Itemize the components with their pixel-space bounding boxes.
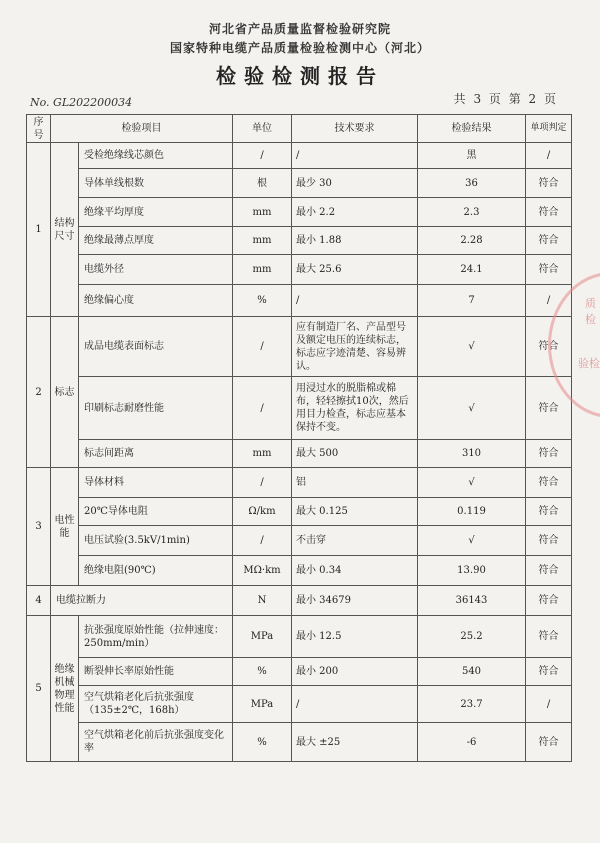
group-name: 结构尺寸 xyxy=(51,143,79,317)
seal-text-top: 质检 xyxy=(585,297,596,326)
report-title: 检验检测报告 xyxy=(216,64,384,88)
verdict: / xyxy=(526,285,572,317)
unit: N xyxy=(233,586,292,616)
unit: % xyxy=(233,285,292,317)
requirement: 最大 500 xyxy=(292,440,418,468)
unit: Ω/km xyxy=(233,498,292,526)
group-no: 1 xyxy=(27,143,51,317)
table-header-row xyxy=(27,115,572,143)
seal-text-bottom: 验检 xyxy=(578,357,600,370)
unit: / xyxy=(233,526,292,556)
result: 310 xyxy=(418,440,526,468)
group-no: 5 xyxy=(27,616,51,762)
result: 2.3 xyxy=(418,198,526,227)
table-row xyxy=(27,285,572,317)
item-name: 绝缘电阻(90℃) xyxy=(79,556,233,586)
verdict: 符合 xyxy=(526,440,572,468)
item-name: 导体单线根数 xyxy=(79,169,233,198)
item-name: 绝缘平均厚度 xyxy=(79,198,233,227)
unit: / xyxy=(233,143,292,169)
verdict: 符合 xyxy=(526,255,572,285)
requirement: / xyxy=(292,143,418,169)
unit: / xyxy=(233,468,292,498)
unit: mm xyxy=(233,440,292,468)
unit: mm xyxy=(233,198,292,227)
result: 黑 xyxy=(418,143,526,169)
table-row xyxy=(27,317,572,377)
table-row xyxy=(27,686,572,723)
verdict: 符合 xyxy=(526,723,572,762)
table-row xyxy=(27,658,572,686)
requirement: 最小 34679 xyxy=(292,586,418,616)
result: 7 xyxy=(418,285,526,317)
verdict: / xyxy=(526,686,572,723)
table-row xyxy=(27,440,572,468)
col-header-no: 序号 xyxy=(27,115,51,143)
result: 13.90 xyxy=(418,556,526,586)
verdict: 符合 xyxy=(526,317,572,377)
requirement: 最大 ±25 xyxy=(292,723,418,762)
unit: % xyxy=(233,658,292,686)
unit: MPa xyxy=(233,616,292,658)
requirement: 最少 30 xyxy=(292,169,418,198)
group-no: 3 xyxy=(27,468,51,586)
requirement: 最小 12.5 xyxy=(292,616,418,658)
group-no: 2 xyxy=(27,317,51,468)
result: 2.28 xyxy=(418,227,526,255)
center-name: 国家特种电缆产品质量检验检测中心（河北） xyxy=(169,41,430,55)
table-row xyxy=(27,468,572,498)
item-name: 抗张强度原始性能（拉伸速度：250mm/min） xyxy=(79,616,233,658)
table-row xyxy=(27,143,572,169)
col-header-result: 检验结果 xyxy=(418,115,526,143)
result: 36 xyxy=(418,169,526,198)
inspection-table xyxy=(26,114,572,762)
result: 0.119 xyxy=(418,498,526,526)
requirement: 最大 0.125 xyxy=(292,498,418,526)
item-name: 电压试验(3.5kV/1min) xyxy=(79,526,233,556)
group-name: 电缆拉断力 xyxy=(51,586,233,616)
result: √ xyxy=(418,377,526,440)
requirement: 最小 0.34 xyxy=(292,556,418,586)
item-name: 空气烘箱老化前后抗张强度变化率 xyxy=(79,723,233,762)
verdict: 符合 xyxy=(526,556,572,586)
requirement: / xyxy=(292,686,418,723)
report-number: No. GL202200034 xyxy=(30,96,133,109)
item-name: 断裂伸长率原始性能 xyxy=(79,658,233,686)
result: -6 xyxy=(418,723,526,762)
unit: MPa xyxy=(233,686,292,723)
verdict: 符合 xyxy=(526,526,572,556)
item-name: 印刷标志耐磨性能 xyxy=(79,377,233,440)
item-name: 绝缘最薄点厚度 xyxy=(79,227,233,255)
unit: mm xyxy=(233,227,292,255)
item-name: 受检绝缘线芯颜色 xyxy=(79,143,233,169)
item-name: 成品电缆表面标志 xyxy=(79,317,233,377)
col-header-unit: 单位 xyxy=(233,115,292,143)
requirement: 最小 200 xyxy=(292,658,418,686)
verdict: 符合 xyxy=(526,169,572,198)
unit: 根 xyxy=(233,169,292,198)
unit: mm xyxy=(233,255,292,285)
table-row xyxy=(27,498,572,526)
table-row xyxy=(27,526,572,556)
item-name: 绝缘偏心度 xyxy=(79,285,233,317)
requirement: / xyxy=(292,285,418,317)
verdict: 符合 xyxy=(526,198,572,227)
requirement: 用浸过水的脱脂棉或棉布，轻轻擦拭10次，然后用目力检查，标志应基本保持不变。 xyxy=(292,377,418,440)
col-header-verdict: 单项判定 xyxy=(526,115,572,143)
result: √ xyxy=(418,317,526,377)
unit: / xyxy=(233,317,292,377)
col-header-requirement: 技术要求 xyxy=(292,115,418,143)
requirement: 最小 1.88 xyxy=(292,227,418,255)
table-row xyxy=(27,616,572,658)
group-name: 电性能 xyxy=(51,468,79,586)
table-row xyxy=(27,255,572,285)
requirement: 最大 25.6 xyxy=(292,255,418,285)
verdict: 符合 xyxy=(526,498,572,526)
page-info: 共 3 页 第 2 页 xyxy=(453,92,558,106)
item-name: 标志间距离 xyxy=(79,440,233,468)
result: 24.1 xyxy=(418,255,526,285)
requirement: 最小 2.2 xyxy=(292,198,418,227)
institute-name: 河北省产品质量监督检验研究院 xyxy=(208,22,391,36)
table-row xyxy=(27,556,572,586)
requirement: 不击穿 xyxy=(292,526,418,556)
result: 23.7 xyxy=(418,686,526,723)
verdict: 符合 xyxy=(526,377,572,440)
requirement: 铝 xyxy=(292,468,418,498)
item-name: 电缆外径 xyxy=(79,255,233,285)
table-row xyxy=(27,377,572,440)
verdict: 符合 xyxy=(526,468,572,498)
table-row xyxy=(27,198,572,227)
verdict: 符合 xyxy=(526,227,572,255)
item-name: 导体材料 xyxy=(79,468,233,498)
requirement: 应有制造厂名、产品型号及额定电压的连续标志，标志应字迹清楚、容易辨认。 xyxy=(292,317,418,377)
group-name: 标志 xyxy=(51,317,79,468)
verdict: / xyxy=(526,143,572,169)
result: √ xyxy=(418,526,526,556)
group-no: 4 xyxy=(27,586,51,616)
unit: / xyxy=(233,377,292,440)
col-header-item: 检验项目 xyxy=(51,115,233,143)
table-row xyxy=(27,227,572,255)
verdict: 符合 xyxy=(526,586,572,616)
result: 25.2 xyxy=(418,616,526,658)
table-row xyxy=(27,169,572,198)
result: √ xyxy=(418,468,526,498)
item-name: 空气烘箱老化后抗张强度（135±2℃，168h） xyxy=(79,686,233,723)
unit: MΩ·km xyxy=(233,556,292,586)
table-row xyxy=(27,723,572,762)
group-name: 绝缘机械物理性能 xyxy=(51,616,79,762)
verdict: 符合 xyxy=(526,616,572,658)
table-row xyxy=(27,586,572,616)
unit: % xyxy=(233,723,292,762)
result: 36143 xyxy=(418,586,526,616)
verdict: 符合 xyxy=(526,658,572,686)
item-name: 20℃导体电阻 xyxy=(79,498,233,526)
result: 540 xyxy=(418,658,526,686)
